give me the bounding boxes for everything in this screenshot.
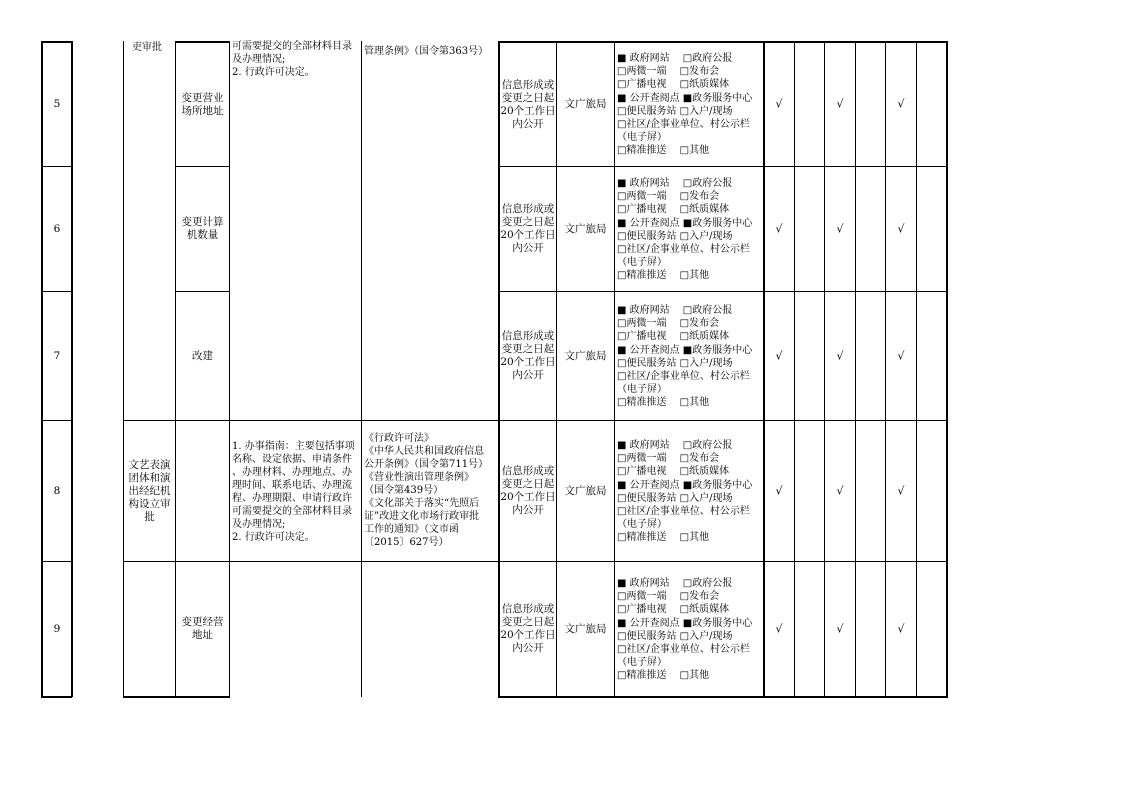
- grid-line: [794, 41, 795, 697]
- channel-list: ■ 政府网站 □政府公报 □两微一端 □发布会 □广播电视 □纸质媒体 ■ 公开查阅点 ■政务服务中心 □便民服务站 □入户/现场 □社区/企事业单位、村公示栏 （电子屏） □精准推送 □其他: [617, 440, 753, 544]
- disclosure-time: 信息形成或 变更之日起 20个工作日 内公开: [500, 78, 556, 130]
- row-number: 5: [53, 98, 61, 110]
- disclosure-time: 信息形成或 变更之日起 20个工作日 内公开: [500, 203, 556, 254]
- channel-list: ■ 政府网站 □政府公报 □两微一端 □发布会 □广播电视 □纸质媒体 ■ 公开查阅点 ■政务服务中心 □便民服务站 □入户/现场 □社区/企事业单位、村公示栏 （电子屏） □精准推送 □其他: [617, 578, 753, 682]
- content-fragment: 可需要提交的全部材料目录 及办理情况; 2. 行政许可决定。: [232, 41, 352, 78]
- check-mark: √: [897, 349, 905, 363]
- check-mark: √: [897, 622, 905, 636]
- row-number: 9: [53, 622, 61, 635]
- check-mark: √: [775, 484, 783, 498]
- grid-line: [123, 41, 124, 697]
- sub-item-name: 变更营业 场所地址: [181, 91, 224, 117]
- item-name: 文艺表演 团体和演 出经纪机 构设立审 批: [128, 458, 171, 523]
- channel-list: ■ 政府网站 □政府公报 □两微一端 □发布会 □广播电视 □纸质媒体 ■ 公开查阅点 ■政务服务中心 □便民服务站 □入户/现场 □社区/企事业单位、村公示栏 （电子屏） □精准推送 □其他: [617, 305, 753, 409]
- basis-text: 《行政许可法》 《中华人民共和国政府信息 公开条例》（国令第711号） 《营业性演出管理条例》 （国令第439号） 《文化部关于落实“先照后 证”改进文化市场行政审批 工作的通知》（文市函 〔2015〕627号）: [364, 433, 489, 548]
- grid-line: [824, 41, 825, 697]
- agency: 文广旅局: [564, 484, 607, 497]
- channel-list: ■ 政府网站 □政府公报 □两微一端 □发布会 □广播电视 □纸质媒体 ■ 公开查阅点 ■政务服务中心 □便民服务站 □入户/现场 □社区/企事业单位、村公示栏 （电子屏） □精准推送 □其他: [617, 178, 753, 282]
- item-name-fragment: 吏审批: [132, 42, 162, 53]
- grid-line: [498, 696, 948, 698]
- check-mark: √: [836, 349, 844, 363]
- grid-line: [229, 41, 230, 697]
- content-text: 1. 办事指南：主要包括事项 名称、设定依据、申请条件 、办理材料、办理地点、办 理时间、联系电话、办理流 程、办理期限、申请行政许 可需要提交的全部材料目录 及办理情况; 2. 行政许可决定。: [232, 441, 355, 543]
- grid-line: [946, 41, 948, 697]
- channel-list: ■ 政府网站 □政府公报 □两微一端 □发布会 □广播电视 □纸质媒体 ■ 公开查阅点 ■政务服务中心 □便民服务站 □入户/现场 □社区/企事业单位、村公示栏 （电子屏） □精准推送 □其他: [617, 53, 753, 157]
- check-mark: √: [775, 622, 783, 636]
- basis-fragment: 管理条例》（国令第363号）: [364, 46, 489, 57]
- check-mark: √: [836, 97, 844, 111]
- agency: 文广旅局: [564, 349, 607, 362]
- check-mark: √: [897, 97, 905, 111]
- grid-line: [41, 696, 72, 698]
- check-mark: √: [775, 222, 783, 236]
- grid-line: [361, 41, 362, 697]
- check-mark: √: [836, 622, 844, 636]
- disclosure-time: 信息形成或 变更之日起 20个工作日 内公开: [500, 330, 556, 381]
- grid-line: [123, 696, 230, 698]
- grid-line: [916, 41, 917, 697]
- agency: 文广旅局: [564, 622, 607, 635]
- check-mark: √: [897, 222, 905, 236]
- sub-item-name: 改建: [192, 349, 213, 362]
- row-number: 7: [53, 349, 61, 362]
- grid-line: [614, 41, 615, 697]
- check-mark: √: [775, 349, 783, 363]
- agency: 文广旅局: [564, 222, 607, 235]
- grid-line: [855, 41, 856, 697]
- sub-item-name: 变更经营 地址: [181, 616, 224, 641]
- check-mark: √: [897, 484, 905, 498]
- grid-line: [71, 41, 73, 697]
- disclosure-time: 信息形成或 变更之日起 20个工作日 内公开: [500, 465, 556, 516]
- check-mark: √: [775, 97, 783, 111]
- check-mark: √: [836, 484, 844, 498]
- row-number: 6: [53, 222, 61, 235]
- sub-item-name: 变更计算 机数量: [181, 216, 224, 241]
- agency: 文广旅局: [564, 98, 607, 110]
- check-mark: √: [836, 222, 844, 236]
- row-number: 8: [53, 484, 61, 497]
- grid-line: [763, 41, 765, 697]
- grid-line: [885, 41, 886, 697]
- disclosure-time: 信息形成或 变更之日起 20个工作日 内公开: [500, 603, 556, 654]
